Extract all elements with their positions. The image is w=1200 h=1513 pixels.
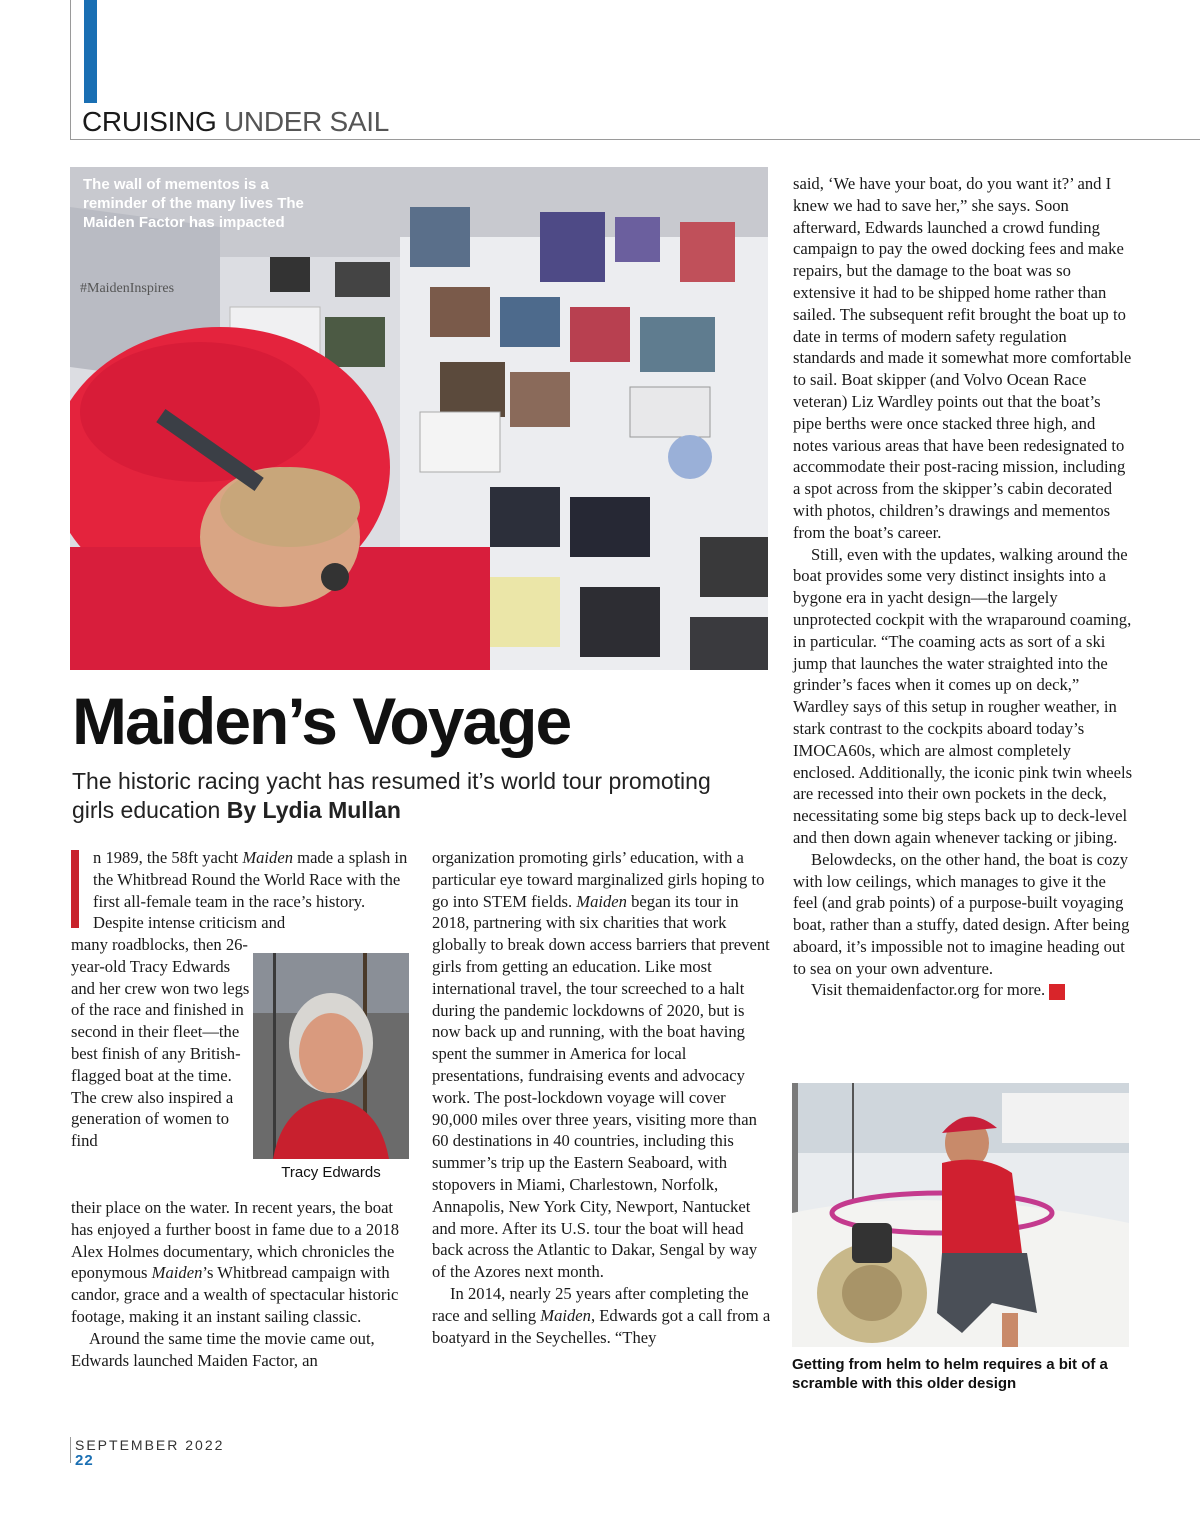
col1-wide-b: ’s Whitbread campaign with candor, grace and a wealth of spectacular historic footage, making it an instant sailing classic. — [71, 1263, 399, 1326]
col2-paragraph-1 — [432, 847, 772, 1283]
col3-paragraph-4 — [793, 979, 1133, 1001]
page-number: 22 — [75, 1452, 94, 1469]
wall-hashtag: #MaidenInspires — [80, 281, 175, 296]
section-heading — [82, 106, 389, 138]
header-rule — [70, 139, 1200, 140]
col1-paragraph-1-end — [71, 1197, 411, 1328]
section-heading-light: UNDER SAIL — [223, 106, 390, 137]
portrait-caption: Tracy Edwards — [281, 1164, 381, 1181]
helm-photo — [792, 1083, 1129, 1347]
col3-text — [793, 173, 1133, 1001]
section-heading-bold: CRUISING — [82, 106, 217, 137]
col1-wide-a: their place on the water. In recent years, the boat has enjoyed a further boost in fame due to a 2018 Alex Holmes documentary, which chronicles the eponymous — [71, 1198, 400, 1283]
article-deck — [72, 767, 712, 825]
col1-wide-italic: Maiden — [151, 1263, 203, 1283]
main-photo-caption: The wall of mementos is a reminder of the many lives The Maiden Factor has impacted — [83, 176, 304, 231]
col3-paragraph-3: Belowdecks, on the other hand, the boat is cozy with low ceilings, which manages to give it the feel (and grab points) of a purpose-built voyaging boat, rather than a stuffy, dated design. After being aboard, it’s impossible not to imagine heading out to sea on your own adventure. — [793, 849, 1130, 978]
col1-paragraph-2: Around the same time the movie came out, Edwards launched Maiden Factor, an — [71, 1328, 375, 1370]
col3-paragraph-2: Still, even with the updates, walking around the boat provides some very distinct insights into a bygone era in yacht design—the largely unprotected cockpit with the wraparound coaming, in particular. “The coaming acts as sort of a ski jump that launches the water straighted into the grinder’s faces when it comes up on deck,” Wardley says of this setup in rougher weather, in stark contrast to the cockpits aboard today’s IMOCA60s, which are almost completely enclosed. Additionally, the iconic pink twin wheels are recessed into their own pockets in the deck, necessitating some big steps back up to deck-level and then down again whenever tacking or jibing. — [793, 544, 1133, 847]
col1-lead-italic: Maiden — [242, 848, 294, 867]
portrait-photo — [253, 953, 409, 1159]
main-photo-mementos-wall — [70, 167, 768, 670]
footer-rule — [70, 1437, 71, 1463]
col2-p2-italic: Maiden — [540, 1305, 591, 1325]
col2-text — [432, 847, 772, 1348]
col2-paragraph-2 — [432, 1283, 772, 1348]
col1-lead-paragraph — [93, 847, 411, 934]
header-rule-vertical — [70, 0, 71, 140]
col1-lead-b: made a splash in the Whitbread Round the World Race with the first all-female team in the race’s history. Despite intense criticism and — [93, 848, 408, 933]
article-headline: Maiden’s Voyage — [72, 684, 571, 758]
section-color-bar — [84, 0, 97, 103]
col2-p1-italic: Maiden — [576, 891, 627, 911]
col3-paragraph-1: said, ‘We have your boat, do you want it?’ and I knew we had to save her,” she says. Soon afterward, Edwards launched a crowd funding campaign to pay the owed docking fees and make repairs, but the damage to the boat was so extensive it had to be shipped home rather than sailed. The subsequent refit brought the boat up to date in terms of modern safety regulation standards and made it somewhat more comfortable to sail. Boat skipper (and Volvo Ocean Race veteran) Liz Wardley points out that the boat’s pipe berths were once stacked three high, and notes various areas that have been redesignated to accommodate their post-racing mission, including a spot across from the skipper’s cabin decorated with photos, children’s drawings and mementos from the boat’s career. — [793, 174, 1132, 542]
col2-p2-a: In 2014, nearly 25 years after completing the race and selling — [432, 1283, 749, 1325]
col3-visit-link-text: Visit themaidenfactor.org for more. — [811, 980, 1046, 1000]
drop-cap-i — [71, 850, 79, 928]
byline: By Lydia Mullan — [226, 797, 401, 823]
col1-lead-a: n 1989, the 58ft yacht — [93, 848, 243, 867]
footer-issue-date: SEPTEMBER 2022 — [75, 1437, 225, 1453]
end-mark-icon: S — [1049, 984, 1065, 1000]
col2-p2-b: , Edwards got a call from a boatyard in the Seychelles. “They — [432, 1305, 771, 1347]
col1-narrow-text: many roadblocks, then 26-year-old Tracy Edwards and her crew won two legs of the race and finished in second in their fleet—the best finish of any British-flagged boat at the time. The crew also inspired a generation of women to find — [71, 935, 250, 1151]
col2-p1-a: organization promoting girls’ education, with a particular eye toward marginalized girls hoping to go into STEM fields. — [432, 848, 765, 911]
col1-continued — [71, 1197, 411, 1371]
helm-photo-caption: Getting from helm to helm requires a bit of a scramble with this older design — [792, 1356, 1108, 1392]
col2-p1-b: began its tour in 2018, partnering with six charities that work globally to break down access barriers that prevent girls from getting an education. Like most international travel, the tour screeched to a halt during the pandemic lockdowns of 2020, but is now back up and running, with the boat having spent the summer in America for local presentations, fundraising events and advocacy work. The post-lockdown voyage will cover 90,000 miles over three years, visiting more than 60 destinations in 40 countries, including this summer’s trip up the Eastern Seaboard, with stopovers in Miami, Charlestown, Norfolk, Annapolis, New York City, Newport, Nantucket and more. After its U.S. tour the boat will head back across the Atlantic to Dakar, Sengal by way of the Azores next month. — [432, 891, 770, 1282]
deck-text: The historic racing yacht has resumed it’s world tour promoting girls education — [72, 768, 711, 823]
